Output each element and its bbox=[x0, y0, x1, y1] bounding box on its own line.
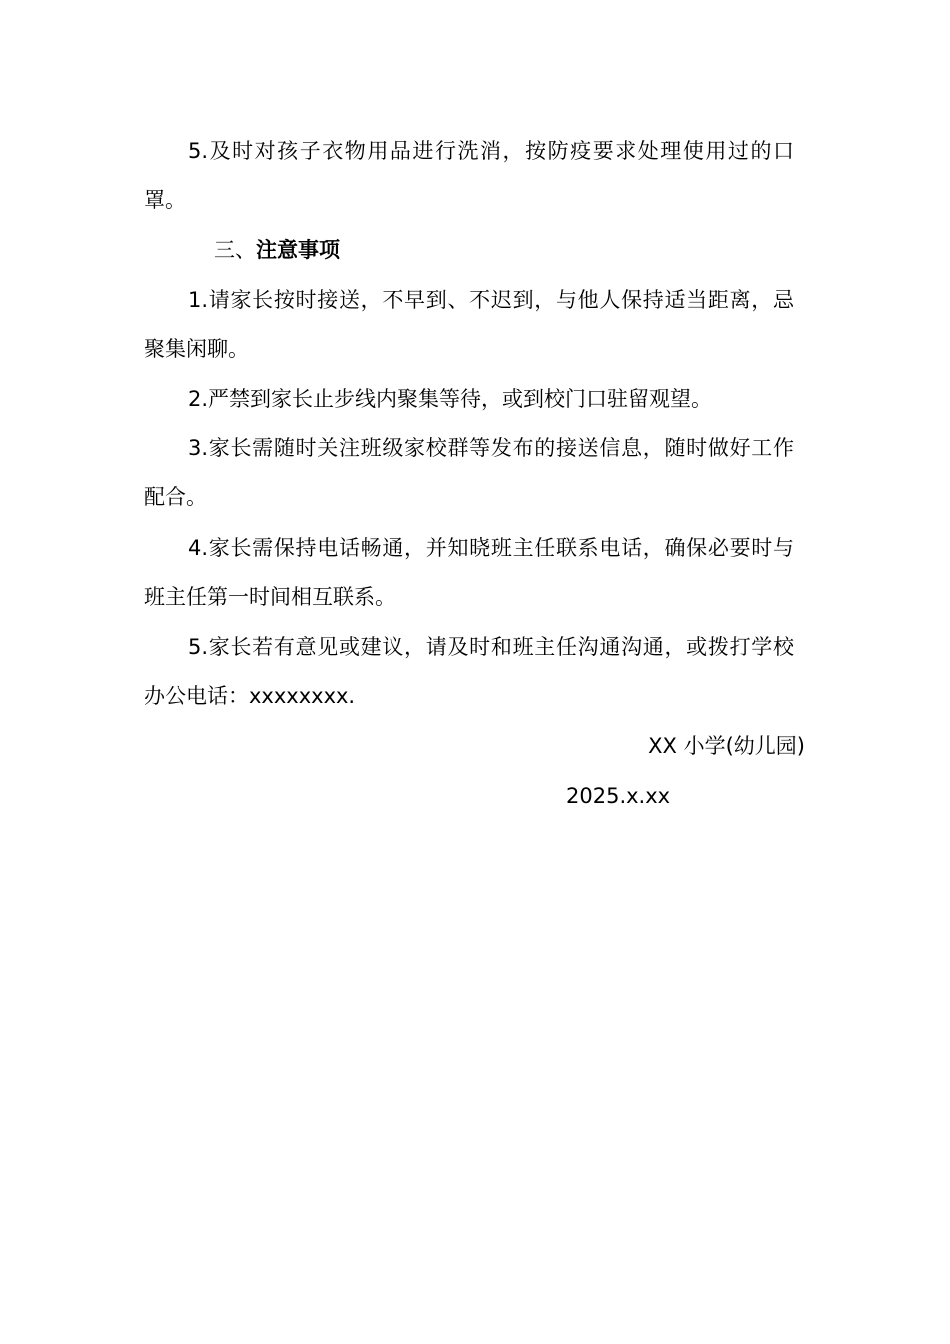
note-item-5: 5.家长若有意见或建议，请及时和班主任沟通沟通，或拨打学校办公电话：xxxxxxxx. bbox=[144, 635, 794, 708]
section-heading bbox=[214, 226, 340, 275]
note-item-3: 3.家长需随时关注班级家校群等发布的接送信息，随时做好工作配合。 bbox=[144, 436, 794, 509]
note-item-2: 2.严禁到家长止步线内聚集等待，或到校门口驻留观望。 bbox=[188, 387, 713, 411]
paragraph-item-5-disinfect: 5.及时对孩子衣物用品进行洗消，按防疫要求处理使用过的口罩。 bbox=[144, 139, 794, 212]
signature-school: XX 小学(幼儿园) bbox=[648, 734, 805, 758]
section-heading-number: 三、 bbox=[214, 238, 256, 262]
note-item-1: 1.请家长按时接送，不早到、不迟到，与他人保持适当距离，忌聚集闲聊。 bbox=[144, 288, 794, 361]
signature-date: 2025.x.xx bbox=[566, 784, 671, 808]
note-item-4: 4.家长需保持电话畅通，并知晓班主任联系电话，确保必要时与班主任第一时间相互联系。 bbox=[144, 536, 794, 609]
section-heading-title: 注意事项 bbox=[256, 238, 340, 262]
